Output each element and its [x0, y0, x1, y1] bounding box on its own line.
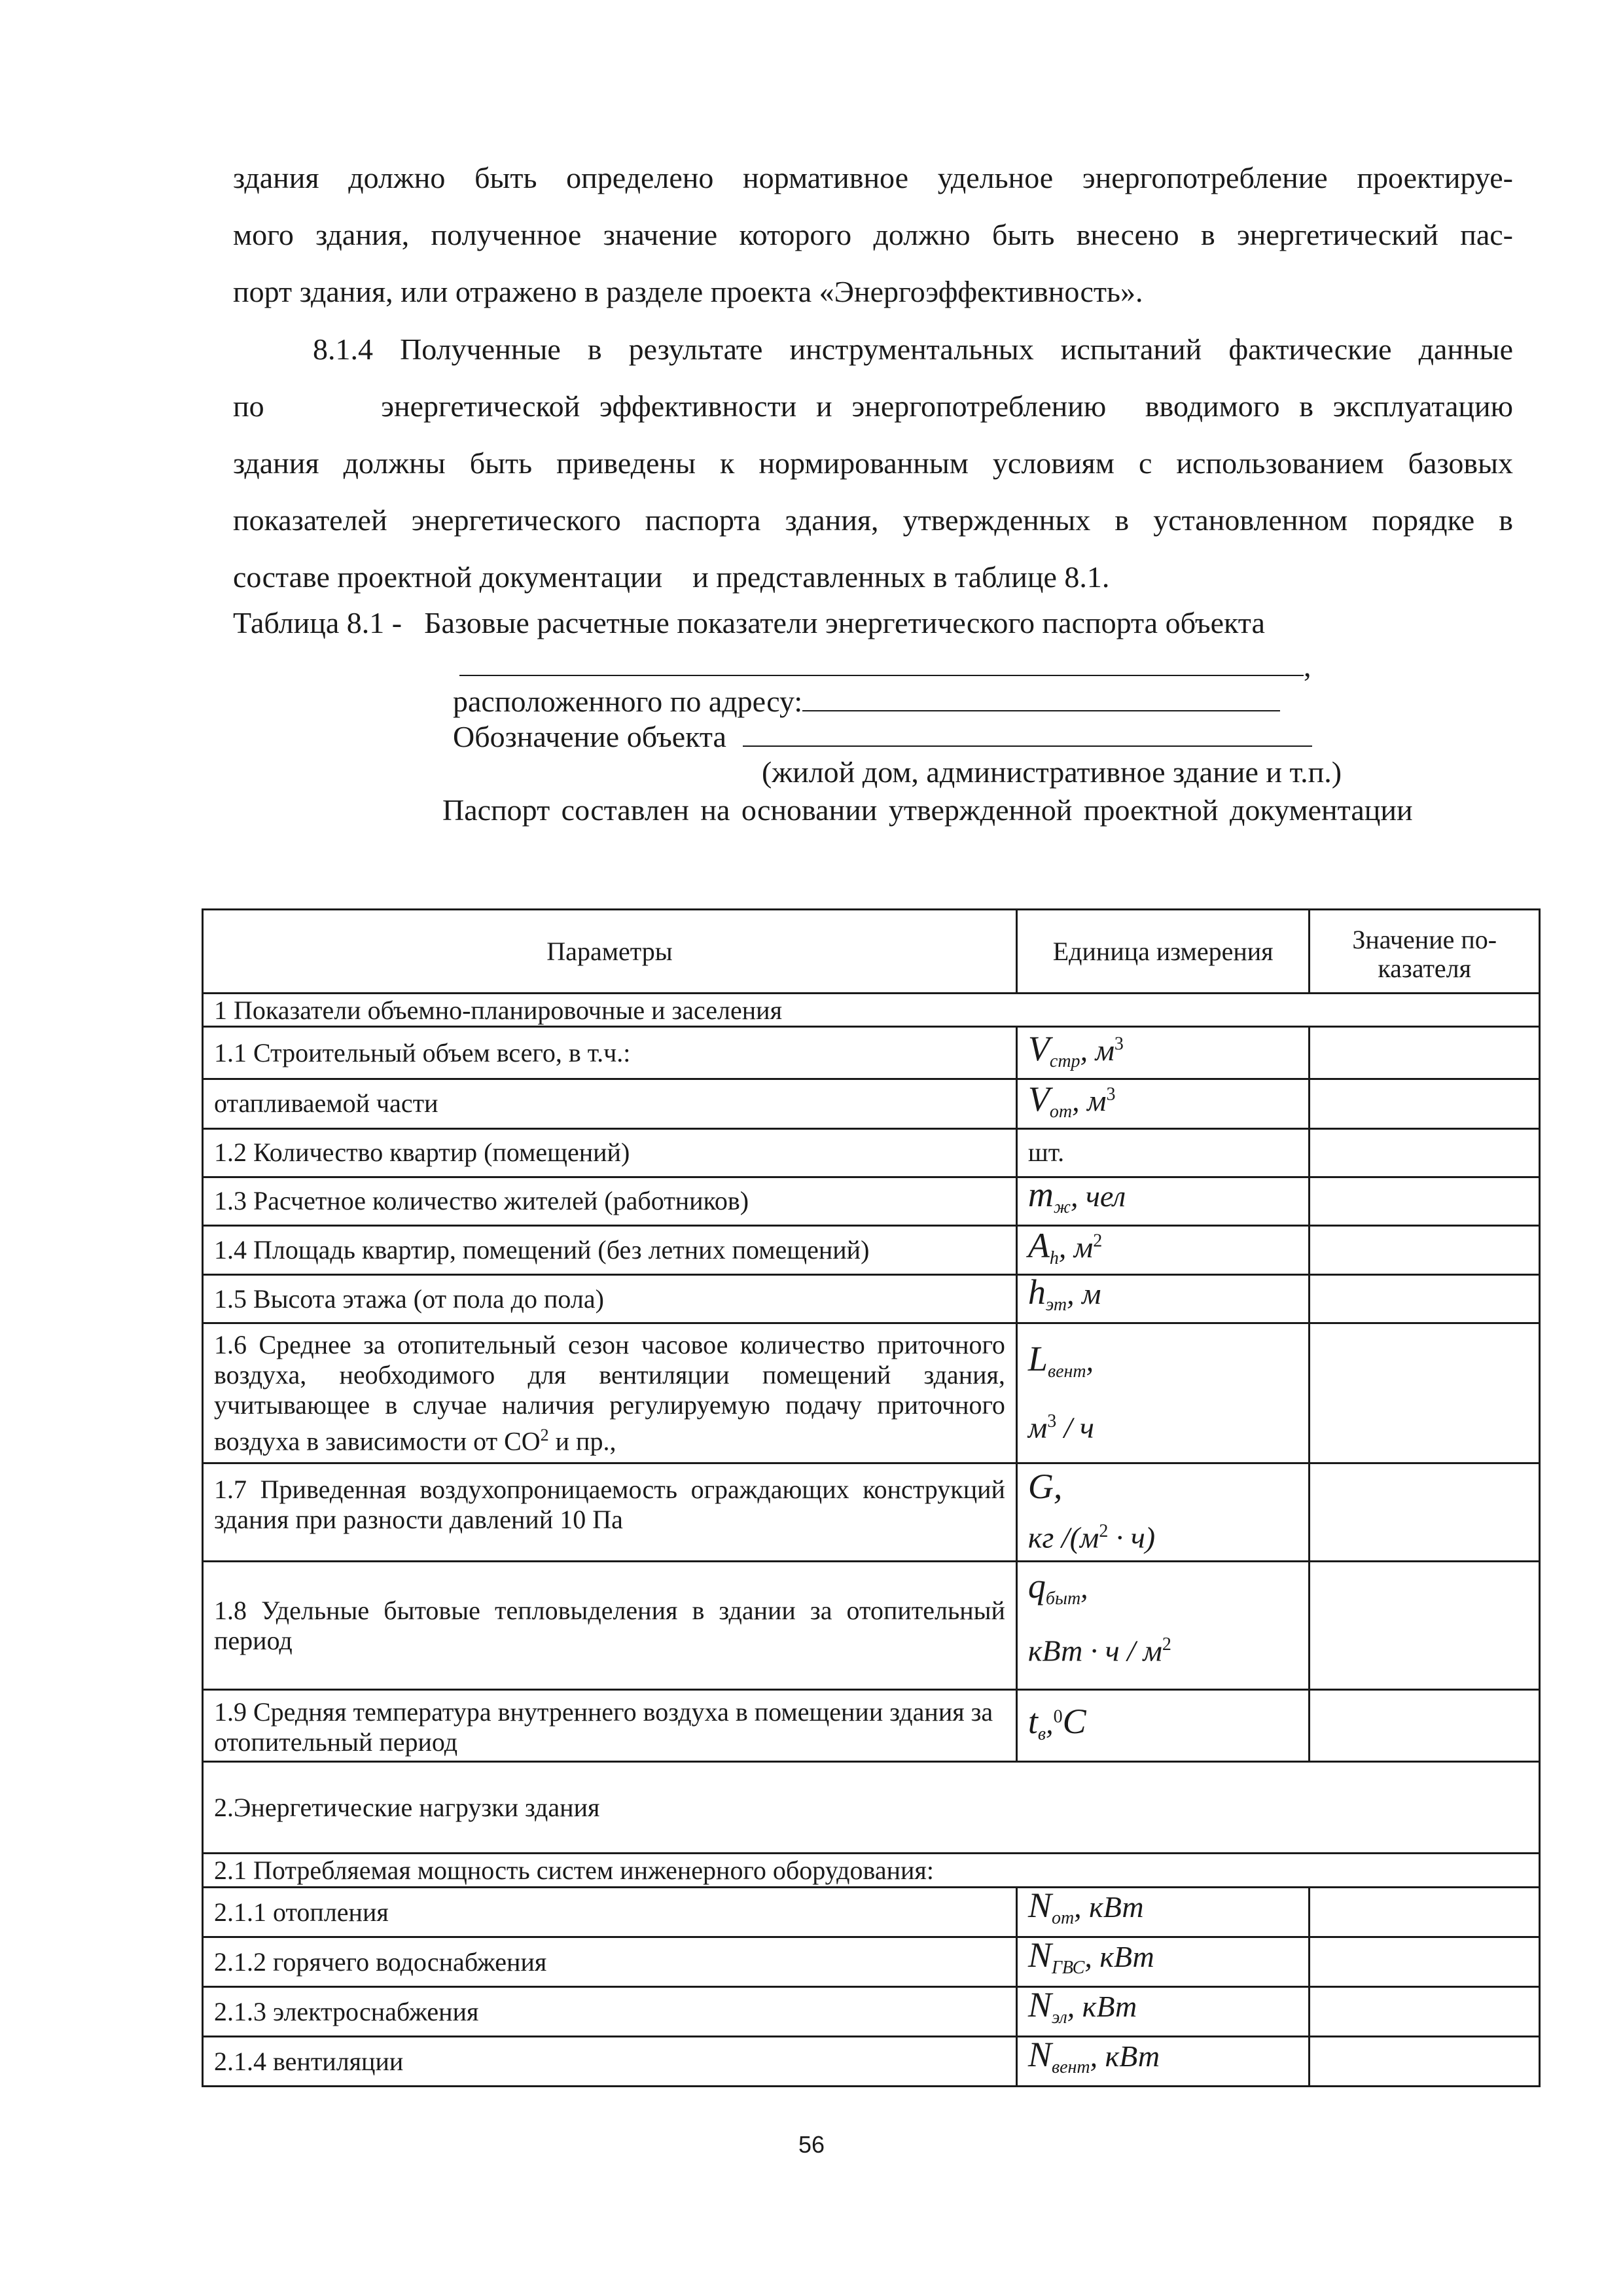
- row-2-1-3-label: 2.1.3 электроснабжения: [203, 1987, 1017, 2037]
- row-1-6-value[interactable]: [1310, 1323, 1540, 1463]
- designation-blank[interactable]: [743, 721, 1312, 747]
- row-1-1a-unit: $V_{от}$, $м^3$: [1016, 1079, 1310, 1129]
- row-1-1-value[interactable]: [1310, 1027, 1540, 1079]
- row-1-3-value[interactable]: [1310, 1177, 1540, 1225]
- row-2-1-2-value[interactable]: [1310, 1937, 1540, 1987]
- header-value-text: Значение по-казателя: [1352, 924, 1497, 983]
- row-1-7-label: 1.7 Приведенная воздухопроницаемость ограждающих конструкций здания при разности давлений 10 Па: [203, 1463, 1017, 1562]
- text-line: показателей энергетического паспорта здания, утвержденных в установленном порядке в: [233, 503, 1513, 537]
- section-row: [203, 1762, 1540, 1854]
- row-1-2-unit: шт.: [1016, 1128, 1310, 1177]
- row-1-7-value[interactable]: [1310, 1463, 1540, 1562]
- table-row: [203, 1888, 1540, 1937]
- table-row: [203, 1177, 1540, 1225]
- row-1-6-label: 1.6 Среднее за отопительный сезон часовое количество приточного воздуха, необходимого для вентиляции помещений здания, учитывающее в случае наличия регулируемую подачу приточного воздуха в зависимости от $CO^2$ и пр.,: [203, 1323, 1017, 1463]
- table-header-row: [203, 910, 1540, 994]
- row-1-9-label: 1.9 Средняя температура внутреннего воздуха в помещении здания за отопительный период: [203, 1690, 1017, 1762]
- row-2-1-2-label: 2.1.2 горячего водоснабжения: [203, 1937, 1017, 1987]
- section-row: [203, 1854, 1540, 1888]
- row-2-1-3-value[interactable]: [1310, 1987, 1540, 2037]
- row-2-1-2-unit: $N_{ГВС}$, кВт: [1016, 1937, 1310, 1987]
- address-blank[interactable]: [802, 685, 1280, 711]
- row-1-3-unit: $m_ж$, чел: [1016, 1177, 1310, 1225]
- section-1-title: 1 Показатели объемно-планировочные и заселения: [203, 994, 1540, 1027]
- row-1-9-value[interactable]: [1310, 1690, 1540, 1762]
- row-1-6-unit: $L_{вент}$, $м^3$ / ч: [1016, 1323, 1310, 1463]
- row-1-3-label: 1.3 Расчетное количество жителей (работников): [203, 1177, 1017, 1225]
- text-line: мого здания, полученное значение которого должно быть внесено в энергетический пас-: [233, 218, 1513, 251]
- table-row: [203, 1079, 1540, 1129]
- row-1-2-value[interactable]: [1310, 1128, 1540, 1177]
- table-row: [203, 1562, 1540, 1690]
- table-row: [203, 1027, 1540, 1079]
- paragraph-8-1-4: [233, 321, 1513, 605]
- row-1-1-unit: $V_{стр}$, $м^3$: [1016, 1027, 1310, 1079]
- table-row: [203, 1937, 1540, 1987]
- caption-text: Базовые расчетные показатели энергетического паспорта объекта: [424, 606, 1265, 639]
- comma: ,: [1304, 649, 1311, 683]
- designation-hint: (жилой дом, административное здание и т.п.): [762, 755, 1342, 789]
- table-row: [203, 1463, 1540, 1562]
- row-1-8-value[interactable]: [1310, 1562, 1540, 1690]
- row-1-1a-value[interactable]: [1310, 1079, 1540, 1129]
- text-line: по энергетической эффективности и энергопотреблению вводимого в эксплуатацию: [233, 389, 1513, 423]
- header-unit: Единица измерения: [1016, 910, 1310, 994]
- table-row: [203, 1690, 1540, 1762]
- page-number: 56: [798, 2131, 825, 2158]
- text-line: составе проектной документации и представленных в таблице 8.1.: [233, 560, 1110, 594]
- section-2-title: 2.Энергетические нагрузки здания: [203, 1762, 1540, 1854]
- table-row: [203, 1323, 1540, 1463]
- text-line: здания должно быть определено нормативное удельное энергопотребление проектируе-: [233, 161, 1513, 194]
- row-1-1-label: 1.1 Строительный объем всего, в т.ч.:: [203, 1027, 1017, 1079]
- row-1-7-unit: G, кг $/(м^2 \cdot ч)$: [1016, 1463, 1310, 1562]
- row-1-5-unit: $h_{эт}$, м: [1016, 1275, 1310, 1323]
- text-line: здания должны быть приведены к нормированным условиям с использованием базовых: [233, 446, 1513, 480]
- text-line: порт здания, или отражено в разделе проекта «Энергоэффективность».: [233, 275, 1143, 308]
- row-1-8-label: 1.8 Удельные бытовые тепловыделения в здании за отопительный период: [203, 1562, 1017, 1690]
- header-parameters: Параметры: [203, 910, 1017, 994]
- designation-line: [453, 719, 1312, 755]
- designation-label: Обозначение объекта: [453, 720, 726, 753]
- paragraph-energy-consumption: [233, 149, 1513, 320]
- table-row: [203, 1225, 1540, 1275]
- row-1-9-unit: $t_в,^0C$: [1016, 1690, 1310, 1762]
- row-1-8-unit: $q_{быт}$, кВт · ч / $м^2$: [1016, 1562, 1310, 1690]
- address-label: расположенного по адресу:: [453, 685, 803, 718]
- row-2-1-1-value[interactable]: [1310, 1888, 1540, 1937]
- row-2-1-4-label: 2.1.4 вентиляции: [203, 2037, 1017, 2087]
- section-row: [203, 994, 1540, 1027]
- passport-basis-note: Паспорт составлен на основании утвержденной проектной документации: [442, 793, 1413, 827]
- table-row: [203, 1128, 1540, 1177]
- text-line: 8.1.4 Полученные в результате инструментальных испытаний фактические данные: [313, 332, 1513, 366]
- table-caption: [233, 605, 1265, 641]
- object-name-line: [459, 648, 1311, 685]
- object-name-blank[interactable]: [459, 650, 1304, 676]
- header-value: [1310, 910, 1540, 994]
- row-2-1-1-unit: $N_{от}$, кВт: [1016, 1888, 1310, 1937]
- table-row: [203, 1275, 1540, 1323]
- section-2-1-title: 2.1 Потребляемая мощность систем инженерного оборудования:: [203, 1854, 1540, 1888]
- row-1-4-value[interactable]: [1310, 1225, 1540, 1275]
- row-1-5-label: 1.5 Высота этажа (от пола до пола): [203, 1275, 1017, 1323]
- row-2-1-1-label: 2.1.1 отопления: [203, 1888, 1017, 1937]
- row-2-1-4-value[interactable]: [1310, 2037, 1540, 2087]
- table-row: [203, 1987, 1540, 2037]
- row-1-4-unit: $A_h$, $м^2$: [1016, 1225, 1310, 1275]
- row-2-1-3-unit: $N_{эл}$, кВт: [1016, 1987, 1310, 2037]
- row-1-1a-label: отапливаемой части: [203, 1079, 1017, 1129]
- row-1-4-label: 1.4 Площадь квартир, помещений (без летних помещений): [203, 1225, 1017, 1275]
- row-1-5-value[interactable]: [1310, 1275, 1540, 1323]
- row-2-1-4-unit: $N_{вент}$, кВт: [1016, 2037, 1310, 2087]
- passport-indicators-table: [202, 908, 1541, 2087]
- address-line: [453, 683, 1280, 720]
- row-1-2-label: 1.2 Количество квартир (помещений): [203, 1128, 1017, 1177]
- caption-label: Таблица 8.1 -: [233, 606, 402, 639]
- table-row: [203, 2037, 1540, 2087]
